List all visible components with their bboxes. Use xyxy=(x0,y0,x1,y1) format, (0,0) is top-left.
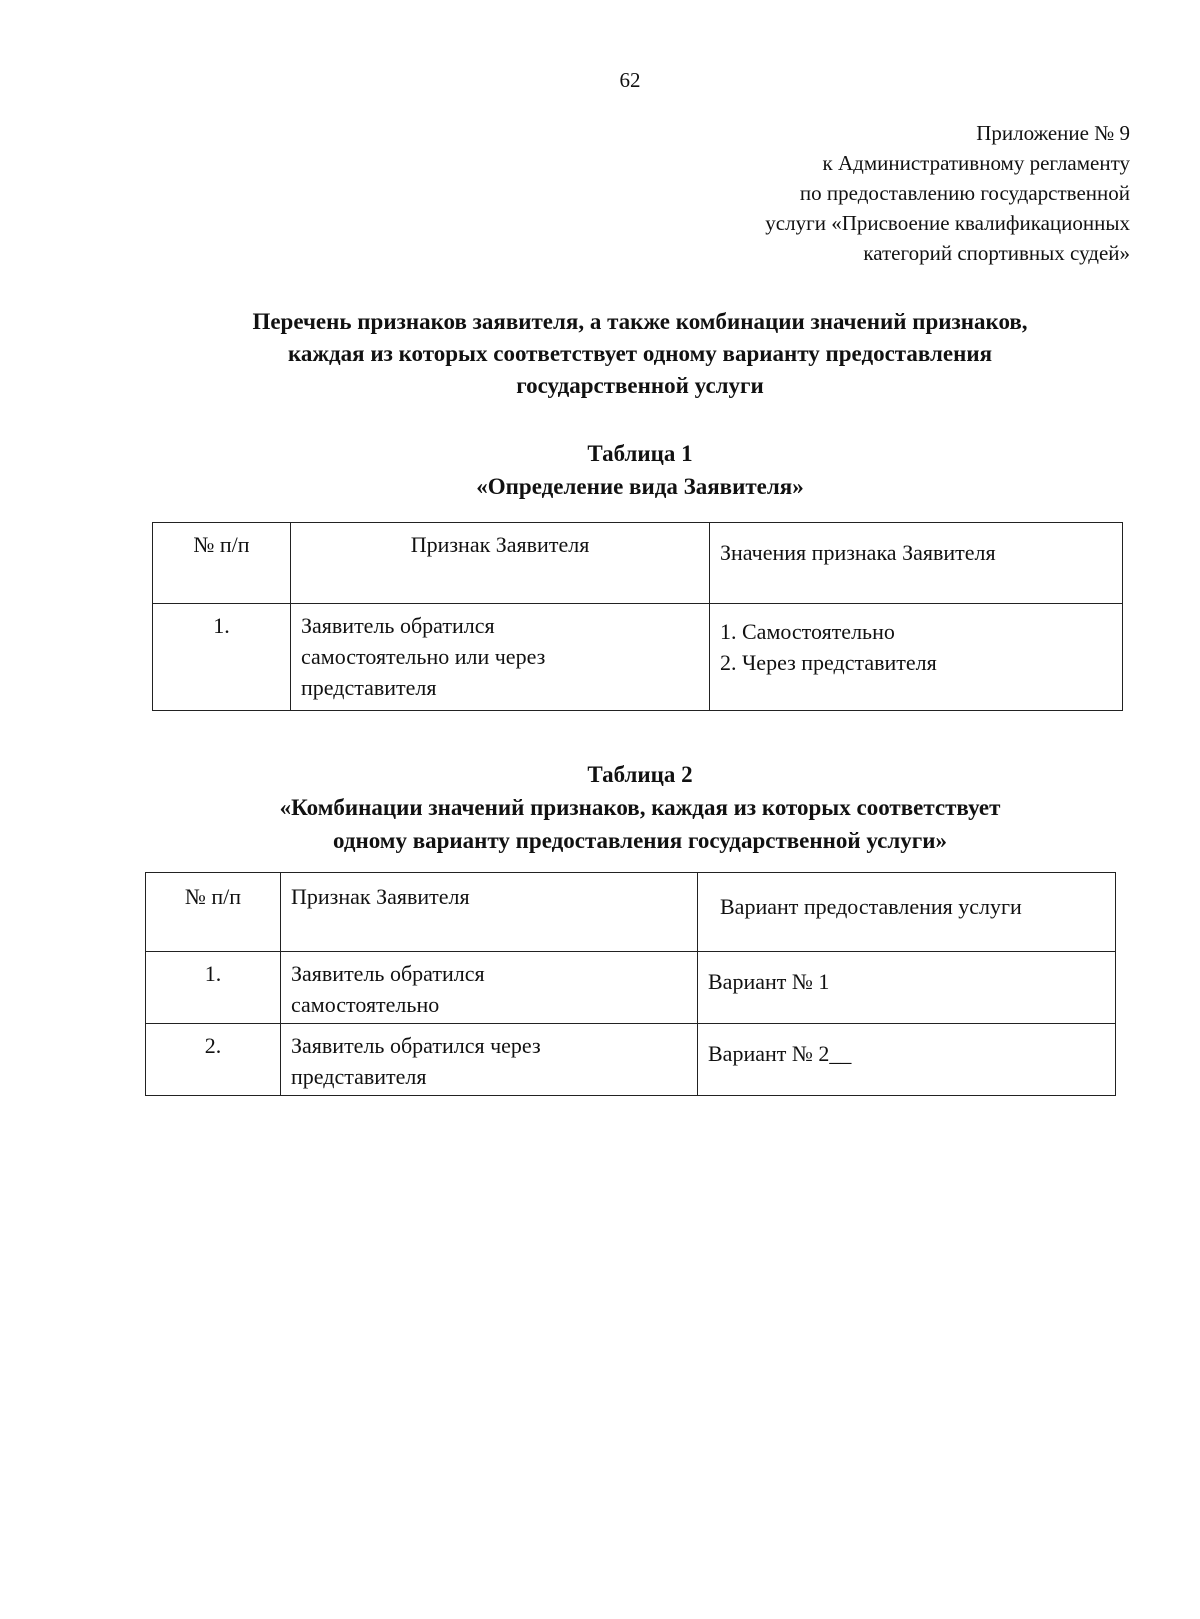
table1-header-num: № п/п xyxy=(153,523,291,604)
table2-cell-variant: Вариант № 2__ xyxy=(698,1024,1116,1096)
appendix-reference xyxy=(765,118,1130,268)
title-line: каждая из которых соответствует одному варианту предоставления xyxy=(287,341,993,366)
title-line: Перечень признаков заявителя, а также комбинации значений признаков, xyxy=(252,309,1028,334)
table1-cell-values xyxy=(710,604,1123,711)
table2-header-row xyxy=(146,873,1116,952)
table-row xyxy=(146,1024,1116,1096)
page-number: 62 xyxy=(619,68,641,92)
appendix-line: услуги «Присвоение квалификационных xyxy=(765,211,1130,235)
title-line: государственной услуги xyxy=(516,373,764,398)
table1-heading-line: Таблица 1 xyxy=(587,441,693,466)
cell-line: самостоятельно xyxy=(291,992,440,1017)
table-row xyxy=(153,604,1123,711)
table1-cell-feature xyxy=(291,604,710,711)
table2-cell-variant: Вариант № 1 xyxy=(698,952,1116,1024)
table2-cell-num: 2. xyxy=(146,1024,281,1096)
table-row xyxy=(146,952,1116,1024)
table2-heading-line: одному варианту предоставления государственной услуги» xyxy=(333,828,947,853)
appendix-line: категорий спортивных судей» xyxy=(863,241,1130,265)
cell-line: самостоятельно или через xyxy=(301,644,546,669)
table2-header-feature: Признак Заявителя xyxy=(281,873,698,952)
table1-heading-line: «Определение вида Заявителя» xyxy=(476,474,804,499)
table1-header-row xyxy=(153,523,1123,604)
appendix-line: по предоставлению государственной xyxy=(799,181,1130,205)
cell-line: Заявитель обратился xyxy=(301,613,495,638)
cell-line: 2. Через представителя xyxy=(720,650,937,675)
document-title xyxy=(150,306,1130,402)
table2-cell-num: 1. xyxy=(146,952,281,1024)
table2-heading-line: «Комбинации значений признаков, каждая из которых соответствует xyxy=(279,795,1001,820)
cell-line: Заявитель обратился через xyxy=(291,1033,541,1058)
table2-cell-feature xyxy=(281,952,698,1024)
table1-cell-num: 1. xyxy=(153,604,291,711)
cell-line: 1. Самостоятельно xyxy=(720,619,895,644)
appendix-line: к Административному регламенту xyxy=(822,151,1130,175)
table2-heading xyxy=(130,758,1150,857)
table1-header-feature: Признак Заявителя xyxy=(291,523,710,604)
table2-heading-line: Таблица 2 xyxy=(587,762,693,787)
cell-line: Заявитель обратился xyxy=(291,961,485,986)
table2-header-num: № п/п xyxy=(146,873,281,952)
table1-header-values: Значения признака Заявителя xyxy=(710,523,1123,604)
table2-cell-feature xyxy=(281,1024,698,1096)
table2-header-variant: Вариант предоставления услуги xyxy=(698,873,1116,952)
table1 xyxy=(152,522,1123,711)
cell-line: представителя xyxy=(291,1064,427,1089)
table2 xyxy=(145,872,1116,1096)
cell-line: представителя xyxy=(301,675,437,700)
table1-heading xyxy=(130,437,1150,503)
appendix-line: Приложение № 9 xyxy=(976,121,1130,145)
